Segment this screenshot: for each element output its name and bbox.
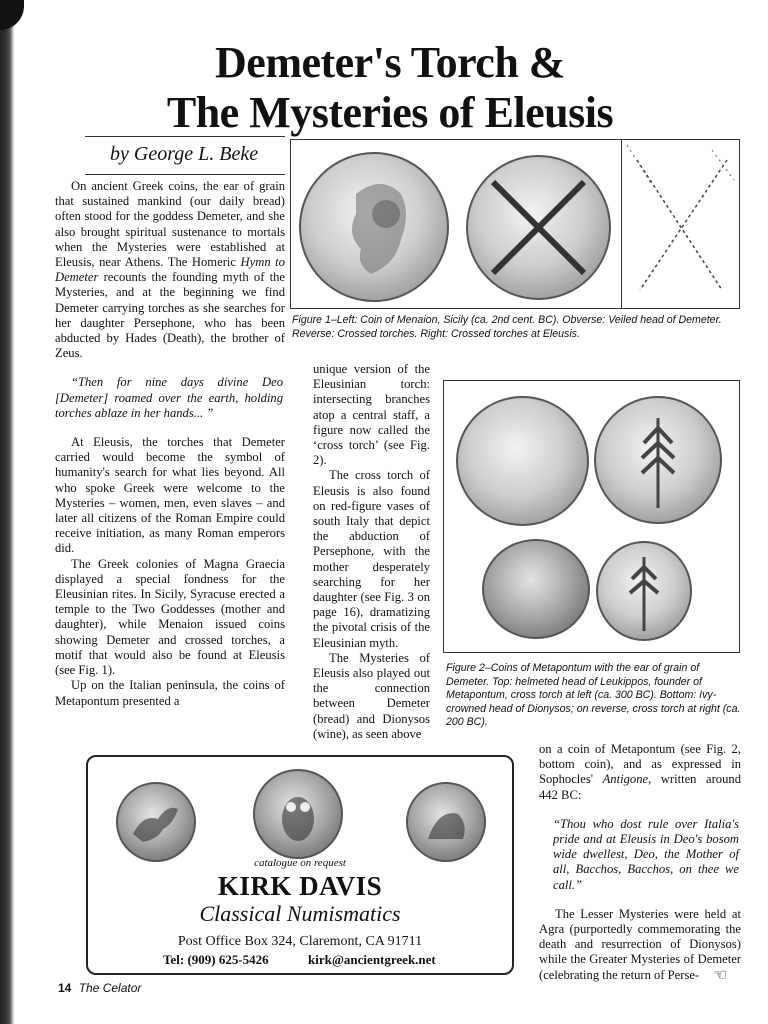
paragraph: unique version of the Eleusinian torch: intersecting branches atop a central staff, a figure now called the ‘cross torch’ (see Fig. 2).	[313, 362, 430, 468]
column-2	[313, 362, 430, 742]
figure-1-image	[290, 139, 740, 309]
coin-grain-ear-top	[594, 396, 722, 524]
block-quote: “Thou who dost rule over Italia's pride and at Eleusis in Deo's bosom wide dwellest, Deo, the Mother of all, Bacchos, Bacchos, on thee we call.”	[553, 816, 739, 892]
italic-title: Hymn to Demeter	[55, 255, 285, 285]
figure-1-caption: Figure 1–Left: Coin of Menaion, Sicily (ca. 2nd cent. BC). Obverse: Veiled head of Demeter. Reverse: Crossed torches. Right: Crossed torches at Eleusis.	[292, 314, 722, 340]
coin-leukippos-head	[456, 396, 589, 526]
crossed-torches-icon	[468, 157, 609, 298]
page-number: 14	[58, 981, 72, 995]
paragraph: The Greek colonies of Magna Graecia displayed a special fondness for the Eleusinian rites. In Sicily, Syracuse erected a temple to the Two Goddesses (mother and daughter), while Menaion issued coins showing Demeter and crossed torches, a motif that would also be found at Eleusis (see Fig. 1).	[55, 556, 285, 678]
paragraph: The Lesser Mysteries were held at Agra (purportedly commemorating the death and resurrection of Dionysos) while the Greater Mysteries of Demeter (celebrating the return of Perse-	[539, 906, 741, 982]
column-1	[55, 179, 285, 709]
paragraph: Up on the Italian peninsula, the coins of Metapontum presented a	[55, 678, 285, 708]
coin-reverse-torches	[466, 155, 611, 300]
title-line-1: Demeter's Torch &	[215, 38, 565, 87]
eagle-icon	[408, 784, 484, 860]
coin-dionysos-head	[482, 539, 590, 639]
crossed-torches-eleusis-drawing	[621, 140, 739, 308]
italic-title: Antigone	[602, 772, 649, 787]
title-line-2: The Mysteries of Eleusis	[166, 88, 614, 137]
paragraph: On ancient Greek coins, the ear of grain that sustained mankind (our daily bread) often stood for the goddess Demeter, and she also brought spiritual sustenance to mortals when the Mysteries were established at Eleusis, near Athens. The Homeric Hymn to Demeter recounts the founding myth of the Mysteries, and at the beginning we find Demeter carrying torches as she searches for her daughter Persephone, who has been abducted by Hades (Death), the brother of Zeus.	[55, 179, 286, 361]
paragraph: on a coin of Metapontum (see Fig. 2, bottom coin), and as expressed in Sophocles' Antigone, written around 442 BC:	[539, 742, 741, 802]
paragraph: At Eleusis, the torches that Demeter carried would become the symbol of humanity's search for what lies beyond. All who spoke Greek were welcome to the Mysteries – women, men, even slaves – and later all citizens of the Roman Empire could receive initiation, as many Roman emperors did.	[55, 435, 285, 556]
page-edge-shadow	[0, 0, 14, 1024]
email-address: kirk@ancientgreek.net	[308, 952, 436, 967]
pegasus-icon	[118, 784, 194, 860]
ear-of-grain-icon	[596, 398, 720, 522]
block-quote: “Then for nine days divine Deo [Demeter] roamed over the earth, holding torches ablaze in her hands... ”	[55, 375, 283, 420]
figure-2-image	[443, 380, 740, 653]
catalogue-note: catalogue on request	[254, 857, 346, 869]
figure-2-caption: Figure 2–Coins of Metapontum with the ear of grain of Demeter. Top: helmeted head of Leukippos, founder of Metapontum, cross torch at left (ca. 300 BC). Bottom: Ivy-crowned head of Dionysos; on reverse, cross torch at right (ca. 200 BC).	[446, 662, 741, 729]
coin-owl	[253, 769, 343, 859]
column-3	[539, 742, 741, 983]
telephone: Tel: (909) 625-5426	[163, 952, 269, 967]
page-corner	[0, 0, 24, 30]
coin-grain-ear-bottom	[596, 541, 692, 641]
byline: by George L. Beke	[85, 136, 285, 175]
coin-eagle	[406, 782, 486, 862]
article-title	[150, 38, 630, 138]
firm-subtitle: Classical Numismatics	[199, 901, 401, 926]
kirk-davis-advertisement	[86, 755, 514, 975]
ear-of-grain-icon	[598, 543, 690, 639]
publication-name: The Celator	[78, 981, 142, 995]
veiled-head-icon	[301, 154, 447, 300]
paragraph: The Mysteries of Eleusis also played out the connection between Demeter (bread) and Dionysos (wine), as seen above	[313, 650, 430, 741]
coin-pegasus	[116, 782, 196, 862]
continued-arrow-icon: ☜	[713, 967, 728, 984]
firm-name: KIRK DAVIS	[217, 871, 383, 901]
crossed-torches-icon	[622, 140, 740, 308]
owl-icon	[255, 771, 341, 857]
postal-address: Post Office Box 324, Claremont, CA 91711	[177, 934, 423, 949]
paragraph: The cross torch of Eleusis is also found on red-figure vases of south Italy that depict the abduction of Persephone, with the mother desperately searching for her daughter (see Fig. 3 on page 16), dramatizing the pivotal crisis of the Eleusinian myth.	[313, 468, 430, 650]
page-footer	[58, 981, 141, 995]
coin-obverse-demeter	[299, 152, 449, 302]
